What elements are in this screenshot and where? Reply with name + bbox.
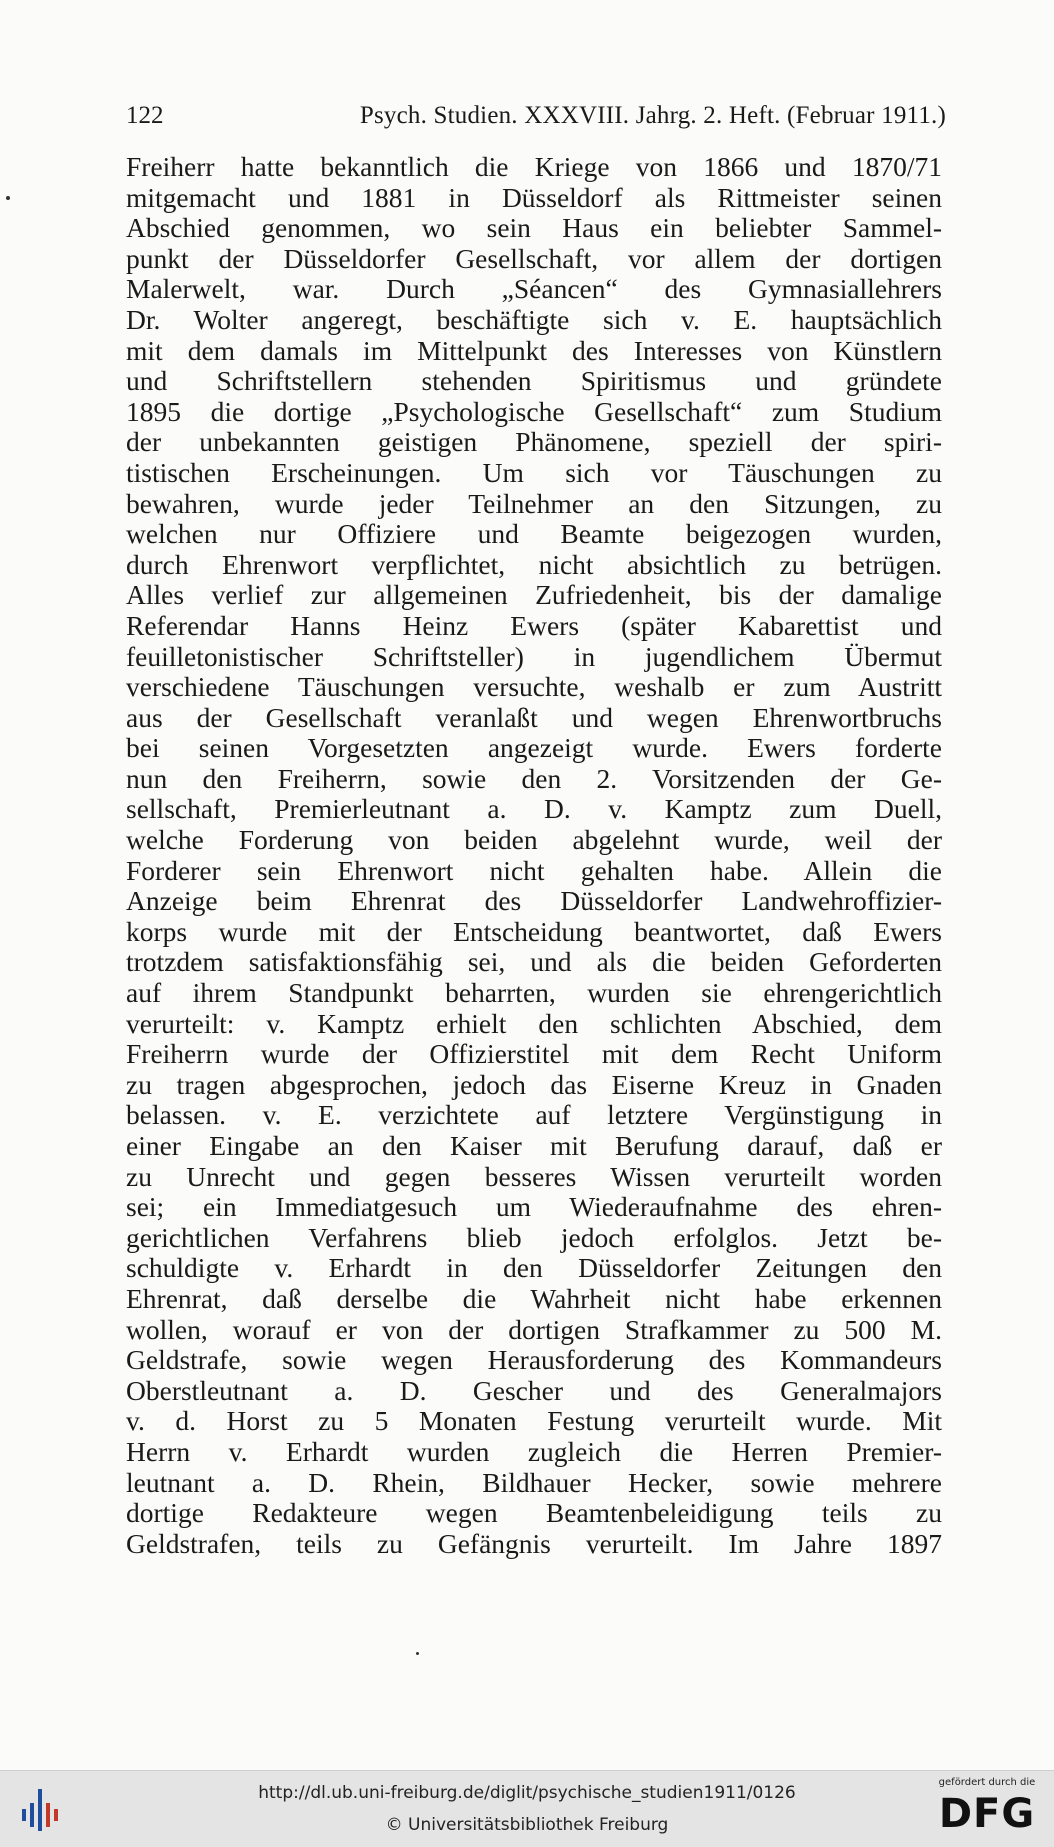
- text-line: belassen. v. E. verzichtete auf letztere Vergünstigung in: [126, 1099, 942, 1131]
- text-line: der unbekannten geistigen Phänomene, speziell der spiri-: [126, 426, 942, 458]
- dfg-logo: [928, 1777, 1046, 1843]
- text-line: Geldstrafe, sowie wegen Herausforderung des Kommandeurs: [126, 1344, 942, 1376]
- footer-bar: [0, 1770, 1054, 1847]
- text-line: auf ihrem Standpunkt beharrten, wurden sie ehrengerichtlich: [126, 977, 942, 1009]
- text-line: Referendar Hanns Heinz Ewers (später Kabarettist und: [126, 609, 942, 641]
- text-line: Geldstrafen, teils zu Gefängnis verurteilt. Im Jahre 1897: [126, 1527, 942, 1559]
- text-line: zu Unrecht und gegen besseres Wissen verurteilt worden: [126, 1160, 942, 1192]
- page-number: 122: [126, 102, 164, 129]
- text-line: Herrn v. Erhardt wurden zugleich die Herren Premier-: [126, 1435, 942, 1467]
- footer-url-link[interactable]: http://dl.ub.uni-freiburg.de/diglit/psychische_studien1911/0126: [258, 1783, 796, 1803]
- stray-ink-mark: [416, 1652, 419, 1655]
- text-line: mitgemacht und 1881 in Düsseldorf als Rittmeister seinen: [126, 181, 942, 213]
- text-line: schuldigte v. Erhardt in den Düsseldorfer Zeitungen den: [126, 1252, 942, 1284]
- journal-heading: Psych. Studien. XXXVIII. Jahrg. 2. Heft. (Februar 1911.): [359, 102, 946, 129]
- stray-ink-mark: [6, 196, 10, 200]
- text-line: einer Eingabe an den Kaiser mit Berufung darauf, daß er: [126, 1130, 942, 1161]
- text-line: welche Forderung von beiden abgelehnt wurde, weil der: [126, 824, 942, 856]
- body-text: [126, 152, 942, 1559]
- text-line: Abschied genommen, wo sein Haus ein beliebter Sammel-: [126, 212, 942, 244]
- text-line: punkt der Düsseldorfer Gesellschaft, vor allem der dortigen: [126, 242, 942, 274]
- text-line: und Schriftstellern stehenden Spiritismus und gründete: [126, 365, 942, 397]
- text-line: feuilletonistischer Schriftsteller) in jugendlichem Übermut: [126, 640, 942, 672]
- text-line: leutnant a. D. Rhein, Bildhauer Hecker, sowie mehrere: [126, 1466, 942, 1498]
- text-line: gerichtlichen Verfahrens blieb jedoch erfolglos. Jetzt be-: [126, 1221, 942, 1253]
- text-line: Alles verlief zur allgemeinen Zufriedenheit, bis der damalige: [126, 579, 942, 611]
- text-line: verurteilt: v. Kamptz erhielt den schlichten Abschied, dem: [126, 1007, 942, 1039]
- text-line: Ehrenrat, daß derselbe die Wahrheit nicht habe erkennen: [126, 1282, 942, 1314]
- text-line: bei seinen Vorgesetzten angezeigt wurde. Ewers forderte: [126, 732, 942, 764]
- text-line: sei; ein Immediatgesuch um Wiederaufnahme des ehren-: [126, 1191, 942, 1223]
- text-line: durch Ehrenwort verpflichtet, nicht absichtlich zu betrügen.: [126, 548, 942, 580]
- text-line: Malerwelt, war. Durch „Séancen“ des Gymnasiallehrers: [126, 273, 942, 305]
- text-line: bewahren, wurde jeder Teilnehmer an den Sitzungen, zu: [126, 487, 942, 519]
- text-line: Freiherr hatte bekanntlich die Kriege von 1866 und 1870/71: [126, 151, 942, 182]
- footer-copyright: © Universitätsbibliothek Freiburg: [385, 1815, 669, 1835]
- text-line: tistischen Erscheinungen. Um sich vor Täuschungen zu: [126, 456, 942, 488]
- text-line: v. d. Horst zu 5 Monaten Festung verurteilt wurde. Mit: [126, 1405, 942, 1437]
- dfg-logo-text: DFG: [938, 1791, 1036, 1837]
- text-line: verschiedene Täuschungen versuchte, weshalb er zum Austritt: [126, 671, 942, 703]
- text-line: sellschaft, Premierleutnant a. D. v. Kamptz zum Duell,: [126, 793, 942, 825]
- text-line: Freiherrn wurde der Offizierstitel mit dem Recht Uniform: [126, 1038, 942, 1070]
- text-line: Forderer sein Ehrenwort nicht gehalten habe. Allein die: [126, 854, 942, 886]
- text-line: 1895 die dortige „Psychologische Gesellschaft“ zum Studium: [126, 395, 942, 427]
- running-head: [126, 96, 946, 136]
- text-line: Anzeige beim Ehrenrat des Düsseldorfer Landwehroffizier-: [126, 885, 942, 917]
- text-line: korps wurde mit der Entscheidung beantwortet, daß Ewers: [126, 915, 942, 947]
- text-line: nun den Freiherrn, sowie den 2. Vorsitzenden der Ge-: [126, 762, 942, 794]
- text-line: aus der Gesellschaft veranlaßt und wegen Ehrenwortbruchs: [126, 701, 942, 733]
- text-line: Dr. Wolter angeregt, beschäftigte sich v. E. hauptsächlich: [126, 303, 942, 335]
- text-line: Oberstleutnant a. D. Gescher und des Generalmajors: [126, 1374, 942, 1406]
- text-line: zu tragen abgesprochen, jedoch das Eiserne Kreuz in Gnaden: [126, 1068, 942, 1100]
- text-line: wollen, worauf er von der dortigen Strafkammer zu 500 M.: [126, 1313, 942, 1345]
- text-line: trotzdem satisfaktionsfähig sei, und als die beiden Geforderten: [126, 946, 942, 978]
- text-line: mit dem damals im Mittelpunkt des Interesses von Künstlern: [126, 334, 942, 366]
- text-line: dortige Redakteure wegen Beamtenbeleidigung teils zu: [126, 1497, 942, 1529]
- dfg-caption: gefördert durch die: [938, 1777, 1036, 1788]
- text-line: welchen nur Offiziere und Beamte beigezogen wurden,: [126, 518, 942, 550]
